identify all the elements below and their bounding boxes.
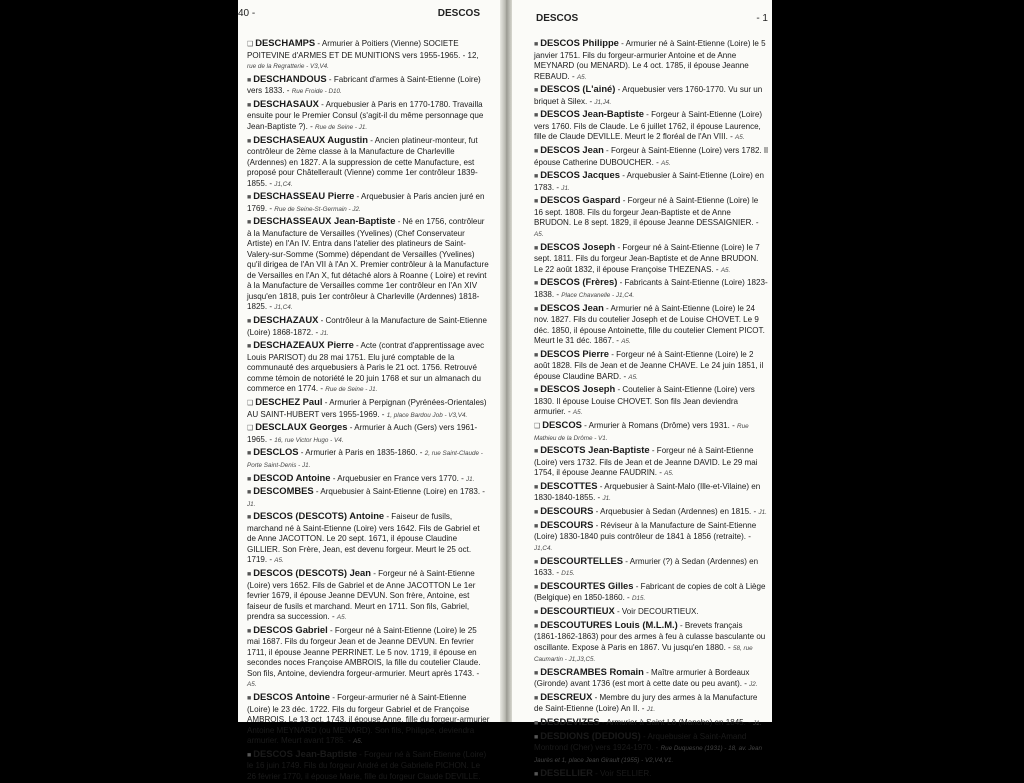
entry-text: - Coutelier à Saint-Etienne (Loire) vers 1830. Il épouse Louise CHOVET. Son fils Jean deviendra armurier. - — [534, 385, 755, 417]
entry — [247, 749, 490, 783]
entry-marker-icon: ■ — [247, 194, 252, 202]
entry-reference: A5. — [274, 557, 284, 565]
entry — [534, 38, 768, 83]
entry-name: DESCOURTES Gilles — [540, 579, 634, 591]
entry-name: DESCOD Antoine — [253, 471, 331, 483]
entry — [247, 216, 490, 314]
entry — [534, 667, 768, 691]
entry-text: - Armurier à Paris en 1835-1860. - — [298, 448, 425, 458]
entry-name: DESCLAUX Georges — [255, 421, 348, 433]
entry-name: DESCOURS — [540, 518, 594, 530]
entry — [534, 717, 768, 730]
entry-marker-icon: ■ — [247, 514, 252, 522]
entry-marker-icon: ■ — [534, 694, 539, 702]
entry-reference: A5. — [628, 373, 638, 381]
entry-reference: A5. — [735, 134, 745, 142]
entry-reference: 16, rue Victor Hugo - V4. — [274, 436, 344, 444]
entry-text: - Ancien platineur-monteur, fut contrôleur de 2ème classe à la Manufacture de Charleville (Ardennes) en 1827. A la suppression de cette Manufacture, est proposé pour Châtellerault (Vienne) comme 1er contrôleur 1839-1855. - — [247, 135, 478, 188]
entry-name: DESCREUX — [540, 690, 593, 702]
entry-reference: J1. — [247, 500, 256, 508]
entry — [534, 768, 768, 781]
entry-reference: Rue de Seine - J1. — [314, 123, 368, 131]
entry-marker-icon: ■ — [534, 483, 539, 491]
entry — [534, 420, 768, 444]
left-page-number: 40 - — [238, 8, 256, 19]
entry-reference: J1. — [466, 475, 475, 483]
entry-reference: J1. — [320, 329, 329, 337]
entry-marker-icon: ❑ — [534, 423, 541, 431]
entry — [534, 581, 768, 605]
entry-text: - Armurier à Auch (Gers) vers 1961-1965. - — [247, 423, 478, 444]
entry-marker-icon: ■ — [534, 770, 539, 778]
entry — [534, 277, 768, 301]
entry-text: - Arquebusier à Saint-Malo (Ille-et-Vilaine) en 1830-1840-1855. - — [534, 481, 761, 503]
right-page-number: - 1 — [756, 13, 768, 24]
entry — [534, 731, 768, 767]
entry-text: - Fabricants à Saint-Etienne (Loire) 1823-1838. - — [534, 278, 768, 299]
entry-reference: rue de la Regratterie - V3,V4. — [247, 63, 329, 70]
entry-text: - Armurier né à Saint-Etienne (Loire) le 24 nov. 1827. Fils du coutelier Joseph et de Louise CHOVET. Le 9 déc. 1850, il épouse Antoinette, fille du coutelier Clement PICOT. Meurt le 31 déc. 1867. - — [534, 303, 765, 345]
entry-reference: 2, rue Saint-Claude - Porte Saint-Denis - J1. — [247, 450, 483, 469]
entry-reference: A5. — [661, 159, 671, 167]
entry-name: DESCHANDOUS — [253, 72, 327, 84]
entry — [534, 481, 768, 505]
entry-text: - Arquebusier à Saint-Etienne (Loire) en 1783. - — [534, 171, 764, 192]
entry-reference: Rue Froide - D10. — [291, 88, 342, 96]
entry — [534, 170, 768, 194]
entry-reference: A5. — [572, 409, 583, 417]
entry-marker-icon: ■ — [534, 305, 539, 313]
entry-name: DESCOMBES — [253, 485, 314, 497]
entry-reference: J1,C4. — [274, 304, 293, 312]
entry-text: - Acte (contrat d'apprentissage avec Louis PARISOT) du 28 mai 1751. Elu juré comptable de la communauté des arquebusiers à Paris le 21 oct. 1756. Retrouvé comme témoin de notoriété le 20 juin 1768 et sur un almanach du commerce en 1774. - — [247, 341, 485, 394]
entry — [247, 340, 490, 396]
entry — [247, 315, 490, 339]
entry-marker-icon: ■ — [534, 351, 539, 359]
entry-reference: 1, place Bardou Job - V3,V4. — [386, 411, 468, 419]
entry — [534, 84, 768, 108]
entry-text: - Forgeur-armurier né à Saint-Etienne (Loire) le 23 déc. 1722. Fils du forgeur Gabriel et de Françoise AMBROIS. Le 13 oct. 1743, il épouse Anne, fille du forgeur-armurier Antoine MEYNARD (ou MENARD). Son fils, Philippe, deviendra armurier. Meurt avant 1785. - — [247, 693, 490, 745]
entry-name: DESCOURTIEUX — [540, 604, 615, 616]
entry — [247, 191, 490, 215]
entry-text: - Forgeur né à Saint-Etienne (Loire) le 16 juin 1749. Fils du forgeur André et de Gabrielle PICHON. Le 26 février 1770, il épouse Marie, fille du forgeur Claude DEVILLE. — [247, 749, 487, 781]
entry-marker-icon: ■ — [534, 733, 539, 741]
entry — [534, 445, 768, 480]
entry-name: DESCRAMBES Romain — [540, 665, 644, 677]
entry-marker-icon: ■ — [247, 219, 252, 227]
entry-name: DESCHASSEAU Pierre — [253, 190, 355, 202]
entry-marker-icon: ■ — [247, 695, 252, 702]
entry-name: DESCOTS Jean-Baptiste — [540, 444, 650, 456]
entry-text: - Armurier à Romans (Drôme) vers 1931. - — [581, 421, 738, 431]
entry-reference: Rue de Seine-St-Germain - J2. — [274, 205, 361, 213]
entry — [247, 38, 490, 73]
entry — [534, 145, 768, 169]
entry-text: - Membre du jury des armes à la Manufacture de Saint-Etienne (Loire) An II. - — [534, 692, 758, 714]
entry-name: DESCHAMPS — [255, 37, 316, 48]
right-page — [512, 0, 772, 778]
entry-marker-icon: ■ — [534, 720, 539, 728]
entry — [534, 195, 768, 240]
entry-text: - Armurier né à Saint-Etienne (Loire) le 5 janvier 1751. Fils du forgeur-armurier Antoine et de Anne MEYNARD (ou MENARD). Le 4 oct. 1785, il épouse Jeanne REBAUD. - — [534, 39, 766, 81]
entry-name: DESELLIER — [540, 766, 593, 778]
entry-marker-icon: ■ — [534, 112, 539, 120]
entry-marker-icon: ■ — [534, 622, 539, 630]
entry-name: DESCOS — [542, 419, 582, 431]
entry — [247, 473, 490, 486]
entry — [534, 109, 768, 144]
entry-reference: A5. — [664, 470, 674, 478]
entry-text: - Né en 1756, contrôleur à la Manufacture de Versailles (Yvelines) (Chef Conservateur Artiste) en l'An IV. Entra dans l'atelier des platineurs de Saint-Valery-sur-Somme (Somme) dépendant de Versailles (Yvelines) qu'il dirigea de l'An VII à l'An X. Premier contrôleur à la Manufacture de Versailles en l'An X, fut détaché alors à Roanne ( Loire) et revint à la Manufacture de Versailles comme 1er contrôleur en l'An XIV jusqu'en 1818, puis 1er contrôleur à Charleville (Ardennes) 1818-1825. - — [247, 217, 489, 312]
entry-marker-icon: ■ — [534, 148, 539, 156]
entry-text: - Arquebusier à Paris ancien juré en 1769. - — [247, 192, 485, 213]
entry-name: DESCLOS — [253, 446, 299, 458]
entry-marker-icon: ■ — [534, 522, 539, 530]
left-page — [238, 0, 500, 781]
entry-name: DESCOURS — [540, 505, 594, 517]
entry-text: - Forgeur né à Saint-Etienne (Loire) le 2 août 1828. Fils de Jean et de Jeanne CHAVE. Le 24 juin 1851, il épouse Claudine BARD. - — [534, 349, 764, 381]
entry-reference: A5. — [576, 73, 587, 81]
entry-text: - Voir DECOURTIEUX. — [614, 606, 699, 616]
entry-marker-icon: ■ — [247, 318, 252, 326]
entry-text: - Arquebusier à Saint-Amand Montrond (Cher) vers 1924-1970. - — [534, 731, 747, 753]
entry-name: DESCOS (Frères) — [540, 276, 618, 288]
entry-name: DESCOS Antoine — [253, 691, 330, 702]
entry-reference: D15. — [561, 570, 575, 577]
entry — [534, 692, 768, 716]
entry-text: - Armurier à Saint-Lô (Manche) en 1845. - — [599, 718, 754, 728]
entry-marker-icon: ■ — [247, 475, 252, 483]
entry — [534, 506, 768, 519]
entry-name: DESCOS Joseph — [540, 383, 616, 395]
entry — [534, 242, 768, 277]
book-gutter — [500, 0, 512, 722]
entry — [247, 625, 490, 691]
entry-marker-icon: ■ — [534, 244, 539, 252]
entry-marker-icon: ■ — [534, 558, 539, 566]
entry-marker-icon: ■ — [534, 608, 539, 616]
entry-reference: A5. — [336, 614, 347, 622]
entry-name: DESCOS (L'ainé) — [540, 83, 616, 95]
entry-text: - Arquebusier à Sedan (Ardennes) en 1815. - — [593, 507, 759, 517]
entry-name: DESCOS Gaspard — [540, 194, 621, 206]
entry — [247, 511, 490, 567]
entry — [534, 520, 768, 555]
entry-name: DESCOS (DESCOTS) Antoine — [253, 510, 385, 522]
entry — [534, 620, 768, 666]
entry-reference: J1. — [753, 720, 762, 728]
entry-name: DESCOS Jacques — [540, 169, 620, 181]
entry-text: - Arquebusier vers 1760-1770. Vu sur un briquet à Silex. - — [534, 85, 763, 106]
entry — [247, 568, 490, 624]
entry-text: - Forgeur né à Saint-Etienne (Loire) le 16 sept. 1808. Fils du forgeur Jean-Baptiste et de Anne BRUDON. Le 8 sept. 1829, il épouse Jeanne DESSAIGNIER. - — [534, 196, 759, 228]
entry-name: DESCOS (DESCOTS) Jean — [253, 567, 371, 579]
entry-marker-icon: ■ — [247, 627, 252, 635]
entry-marker-icon: ■ — [534, 41, 539, 48]
entry-marker-icon: ■ — [247, 571, 252, 579]
entry-reference: J1. — [758, 509, 767, 517]
entry-name: DESCOTTES — [540, 479, 598, 491]
right-entries — [534, 38, 768, 780]
entry-marker-icon: ■ — [534, 387, 539, 395]
entry — [534, 303, 768, 348]
entry-reference: A5. — [534, 230, 544, 238]
entry-marker-icon: ■ — [534, 583, 539, 591]
entry-text: - Brevets français (1861-1862-1863) pour des armes à feu à culasse basculante ou oscillante. Expose à Paris en 1867. Vu jusqu'en 1880. - — [534, 620, 766, 652]
entry-name: DESCOS Jean — [540, 301, 604, 313]
entry — [247, 135, 490, 191]
entry — [247, 447, 490, 471]
entry-reference: J1,C4. — [534, 544, 553, 552]
entry-text: - Contrôleur à la Manufacture de Saint-Etienne (Loire) 1868-1872. - — [247, 316, 487, 337]
entry-marker-icon: ❑ — [247, 425, 254, 433]
entry-marker-icon: ■ — [534, 87, 539, 95]
entry-reference: J1. — [602, 495, 611, 503]
entry-name: DESCOURTELLES — [540, 554, 624, 566]
entry — [247, 99, 490, 134]
entry-text: - Armurier à Poitiers (Vienne) SOCIETE POITEVINE d'ARMES ET DE MUNITIONS vers 1955-1965. - 12, — [247, 39, 479, 60]
entry-marker-icon: ■ — [534, 509, 539, 517]
left-entries — [247, 38, 490, 783]
entry-text: - Armurier à Perpignan (Pyrénées-Orientales) AU SAINT-HUBERT vers 1955-1969. - — [247, 398, 487, 419]
entry-marker-icon: ❑ — [247, 41, 254, 48]
entry-name: DESCOS Gabriel — [253, 623, 328, 635]
entry-text: - Forgeur né à Saint-Etienne (Loire) vers 1652. Fils de Gabriel et de Anne JACOTTON Le 1er fevrier 1679, il épouse Jeanne DEVUN. Son frère, Antoine, est faiseur de fusils et marchand. Meurt en 1711. Son fils, Gabriel, prendra sa succession. - — [247, 569, 476, 622]
right-header — [534, 8, 768, 24]
entry-text: - Arquebusier à Saint-Etienne (Loire) en 1783. - — [313, 487, 485, 497]
entry-name: DESCHASSEAUX Jean-Baptiste — [253, 215, 396, 227]
entry-name: DESDIONS (DEDIOUS) — [540, 729, 641, 741]
entry-name: DESCHAZAUX — [253, 314, 319, 326]
entry-text: - Faiseur de fusils, marchand né à Saint-Etienne (Loire) vers 1642. Fils de Gabriel et de Anne JACOTTON. Le 20 sept. 1671, il épouse Claudine GILLIER. Son Frère, Jean, est devenu forgeur. Meurt le 25 oct. 1719. - — [247, 512, 480, 565]
entry-reference: Rue Duquesne (1931) - 18, av. Jean Jaurès et 1, place Jean Girault (1955) - V2,V4,V1. — [534, 745, 762, 764]
entry-name: DESCOS Jean-Baptiste — [540, 108, 644, 120]
entry — [534, 556, 768, 580]
entry-marker-icon: ■ — [247, 450, 252, 458]
entry-marker-icon: ❑ — [247, 400, 254, 407]
entry — [247, 486, 490, 510]
entry-name: DESCOUTURES Louis (M.L.M.) — [540, 618, 678, 630]
entry-name: DESDEVIZES — [540, 716, 600, 728]
entry-name: DESCOS Philippe — [540, 37, 619, 48]
left-header — [238, 8, 490, 24]
entry-text: - Voir SELLIER. — [592, 768, 652, 778]
entry-reference: J1,C4. — [274, 180, 293, 188]
entry-name: DESCHASEAUX Augustin — [253, 133, 368, 145]
entry-reference: A5. — [720, 266, 731, 274]
left-running-head: DESCOS — [437, 8, 480, 19]
entry-marker-icon: ■ — [534, 280, 539, 288]
entry-reference: J2. — [749, 681, 758, 689]
right-running-head: DESCOS — [536, 13, 579, 24]
entry-text: - Armurier (?) à Sedan (Ardennes) en 1633. - — [534, 556, 759, 577]
entry-marker-icon: ■ — [534, 448, 539, 456]
entry-reference: 58, rue Caumartin - J1,J3,C5. — [534, 644, 753, 664]
entry-marker-icon: ■ — [534, 669, 539, 677]
entry-text: - Maître armurier à Bordeaux (Gironde) avant 1736 (est mort à cette date ou peu avant). - — [534, 667, 750, 689]
entry — [247, 74, 490, 98]
entry-marker-icon: ■ — [247, 137, 252, 145]
entry-reference: J1. — [561, 184, 570, 192]
entry-reference: A5. — [247, 681, 257, 689]
entry-reference: D15. — [631, 595, 646, 603]
entry-name: DESCOS Jean-Baptiste — [253, 747, 357, 759]
entry-name: DESCOS Pierre — [540, 347, 610, 359]
entry-marker-icon: ■ — [247, 489, 252, 497]
entry-text: - Forgeur à Saint-Etienne (Loire) vers 1760. Fils de Claude. Le 6 juillet 1762, il épouse Laurence, fille de Claude DEVILLE. Meurt le 2 floréal de l'An VIII. - — [534, 110, 762, 142]
entry-text: - Fabricant d'armes à Saint-Etienne (Loire) vers 1833. - — [247, 74, 481, 96]
entry-text: - Forgeur né à Saint-Etienne (Loire) le 25 mai 1687. Fils du forgeur Jean et de Jeanne DEVUN. En fevrier 1711, il épouse Jeanne PERRINET. Le 5 nov. 1719, il épouse en secondes noces Françoise AMBROIS, la fille du coutelier Claude. Son fils, Antoine, deviendra forgeur-armurier. Meurt après 1743. - — [247, 625, 481, 678]
entry-marker-icon: ■ — [534, 173, 539, 181]
entry — [247, 397, 490, 421]
entry-text: - Forgeur né à Saint-Etienne (Loire) vers 1732. Fils de Jean et de Jeanne DAVID. Le 29 mai 1754, il épouse Jeanne FAUDRIN. - — [534, 446, 758, 478]
entry-marker-icon: ■ — [534, 198, 539, 206]
entry-reference: J1. — [646, 706, 656, 714]
entry — [247, 422, 490, 446]
entry-name: DESCHASAUX — [253, 97, 319, 109]
entry-reference: Rue Mathieu de la Drôme - V1. — [534, 423, 749, 442]
entry — [534, 606, 768, 619]
entry-text: - Forgeur à Saint-Etienne (Loire) vers 1782. Il épouse Catherine DUBOUCHER. - — [534, 146, 768, 167]
entry-text: - Fabricant de copies de colt à Liège (Belgique) en 1850-1860. - — [534, 581, 766, 603]
entry-name: DESCHEZ Paul — [255, 396, 323, 407]
entry — [247, 692, 490, 748]
entry-marker-icon: ■ — [247, 101, 252, 109]
entry-name: DESCOS Joseph — [540, 240, 616, 252]
entry-name: DESCHAZEAUX Pierre — [253, 339, 354, 351]
entry — [534, 349, 768, 384]
entry-reference: A5. — [621, 338, 631, 345]
entry-reference: Rue de Seine - J1. — [325, 386, 378, 394]
entry-text: - Arquebusier en France vers 1770. - — [330, 473, 467, 483]
entry-name: DESCOS Jean — [540, 144, 604, 156]
entry-text: - Arquebusier à Paris en 1770-1780. Travailla ensuite pour le Premier Consul (s'agit-il du même personnage que Jean-Baptiste ?). - — [247, 99, 484, 131]
entry-reference: Place Chavanelle - J1,C4. — [561, 291, 635, 299]
entry-marker-icon: ■ — [247, 76, 252, 84]
entry-text: - Réviseur à la Manufacture de Saint-Etienne (Loire) 1830-1840 puis contrôleur de 1841 à 1856 (retraite). - — [534, 520, 757, 542]
entry — [534, 384, 768, 419]
entry-reference: J1,J4. — [594, 98, 612, 106]
entry-marker-icon: ■ — [247, 343, 252, 351]
entry-text: - Forgeur né à Saint-Etienne (Loire) le 7 sept. 1811. Fils du forgeur Jean-Baptiste et de Anne BRUDON. Le 22 août 1832, il épouse Françoise THEZENAS. - — [534, 242, 760, 274]
entry-marker-icon: ■ — [247, 751, 252, 759]
entry-reference: A5. — [353, 738, 363, 745]
